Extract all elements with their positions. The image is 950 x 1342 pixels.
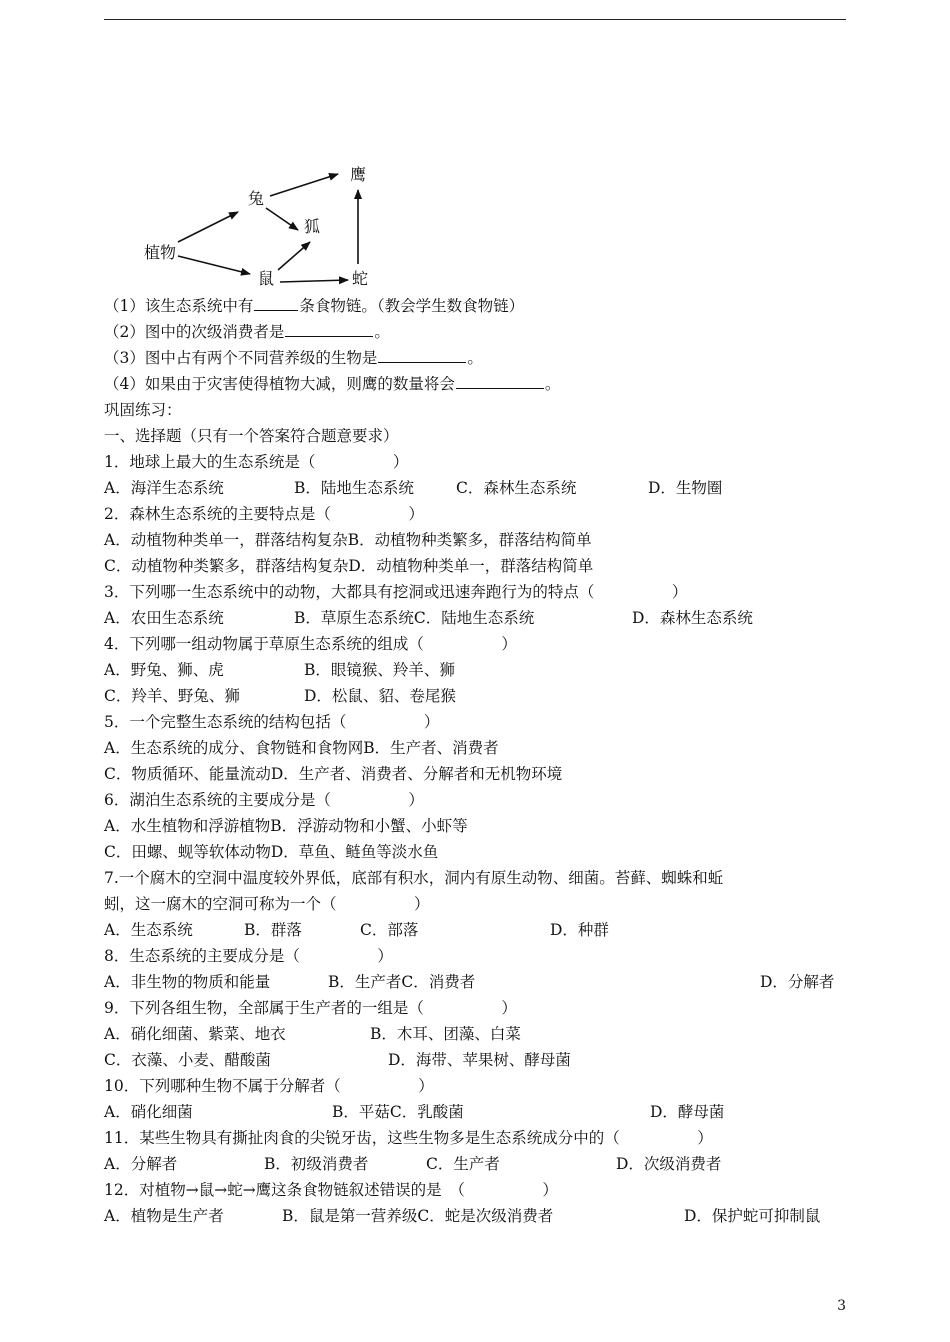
question-7-line-1: 7.一个腐木的空洞中温度较外界低，底部有积水，洞内有原生动物、细菌。苔藓、蜘蛛和蚯 bbox=[104, 869, 724, 887]
arrow-mouse-fox bbox=[278, 242, 310, 270]
food-web-diagram bbox=[140, 160, 385, 292]
intro-question-2: （2）图中的次级消费者是 。 bbox=[104, 319, 390, 345]
question-12-options bbox=[104, 1203, 846, 1229]
arrow-rabbit-fox bbox=[266, 208, 298, 230]
question-2-options-cd: C．动植物种类繁多，群落结构复杂D．动植物种类单一，群落结构简单 bbox=[104, 557, 594, 575]
question-3: 3．下列哪一生态系统中的动物，大都具有挖洞或迅速奔跑行为的特点（ ） bbox=[104, 583, 688, 601]
question-5: 5．一个完整生态系统的结构包括（ ） bbox=[104, 713, 440, 731]
question-2: 2．森林生态系统的主要特点是（ ） bbox=[104, 505, 424, 523]
node-plant: 植物 bbox=[144, 243, 177, 262]
option-a: A．硝化细菌 bbox=[104, 1103, 193, 1121]
option-d: D．种群 bbox=[550, 921, 609, 939]
intro-question-4: （4）如果由于灾害使得植物大减，则鹰的数量将会 。 bbox=[104, 371, 560, 397]
question-7-options bbox=[104, 917, 846, 943]
question-10: 10．下列哪种生物不属于分解者（ ） bbox=[104, 1077, 434, 1095]
question-9-options-ab bbox=[104, 1021, 846, 1047]
page-number: 3 bbox=[837, 1298, 846, 1314]
option-a: A．分解者 bbox=[104, 1155, 178, 1173]
option-bc: B．鼠是第一营养级C．蛇是次级消费者 bbox=[282, 1207, 554, 1225]
option-d: D．松鼠、貂、卷尾猴 bbox=[304, 687, 456, 705]
node-snake: 蛇 bbox=[352, 269, 369, 288]
option-b: B．陆地生态系统 bbox=[294, 479, 414, 497]
option-d: D．保护蛇可抑制鼠 bbox=[684, 1207, 821, 1225]
option-a: A．非生物的物质和能量 bbox=[104, 973, 271, 991]
header-rule bbox=[104, 19, 846, 20]
question-5-options-ab: A．生态系统的成分、食物链和食物网B．生产者、消费者 bbox=[104, 739, 499, 757]
answer-blank[interactable] bbox=[378, 346, 466, 363]
question-4: 4．下列哪一组动物属于草原生态系统的组成（ ） bbox=[104, 635, 517, 653]
section-heading-choice: 一、选择题（只有一个答案符合题意要求） bbox=[104, 427, 399, 445]
node-rabbit: 兔 bbox=[248, 189, 265, 208]
question-6-options-cd: C．田螺、蚬等软体动物D．草鱼、鲢鱼等淡水鱼 bbox=[104, 843, 439, 861]
option-b: B．眼镜猴、羚羊、狮 bbox=[304, 661, 455, 679]
option-d: D．分解者 bbox=[760, 973, 835, 991]
option-b: B．初级消费者 bbox=[264, 1155, 369, 1173]
question-12: 12．对植物→鼠→蛇→鹰这条食物链叙述错误的是 （ ） bbox=[104, 1181, 558, 1199]
question-1-options bbox=[104, 475, 846, 501]
option-c: C．衣藻、小麦、醋酸菌 bbox=[104, 1051, 271, 1069]
question-9-options-cd bbox=[104, 1047, 846, 1073]
option-a: A．硝化细菌、紫菜、地衣 bbox=[104, 1025, 286, 1043]
question-1: 1．地球上最大的生态系统是（ ） bbox=[104, 453, 409, 471]
answer-blank[interactable] bbox=[254, 294, 298, 311]
question-6-options-ab: A．水生植物和浮游植物B．浮游动物和小蟹、小虾等 bbox=[104, 817, 468, 835]
answer-blank[interactable] bbox=[285, 320, 373, 337]
question-7-line-2: 蚓，这一腐木的空洞可称为一个（ ） bbox=[104, 895, 430, 913]
option-a: A．海洋生态系统 bbox=[104, 479, 224, 497]
option-a: A．生态系统 bbox=[104, 921, 193, 939]
option-bc: B．生产者C．消费者 bbox=[328, 973, 476, 991]
node-fox: 狐 bbox=[304, 217, 321, 236]
arrow-plant-rabbit bbox=[178, 212, 238, 242]
intro-question-3: （3）图中占有两个不同营养级的生物是 。 bbox=[104, 345, 483, 371]
question-4-options-cd bbox=[104, 683, 846, 709]
arrow-mouse-snake bbox=[280, 280, 348, 282]
question-11-options bbox=[104, 1151, 846, 1177]
question-10-options bbox=[104, 1099, 846, 1125]
arrow-plant-mouse bbox=[178, 256, 250, 274]
question-9: 9．下列各组生物，全部属于生产者的一组是（ ） bbox=[104, 999, 517, 1017]
option-d: D．森林生态系统 bbox=[632, 609, 753, 627]
option-a: A．植物是生产者 bbox=[104, 1207, 224, 1225]
question-8: 8．生态系统的主要成分是（ ） bbox=[104, 947, 393, 965]
arrow-rabbit-eagle bbox=[270, 174, 338, 196]
option-d: D．海带、苹果树、酵母菌 bbox=[388, 1051, 571, 1069]
question-4-options-ab bbox=[104, 657, 846, 683]
answer-blank[interactable] bbox=[456, 372, 544, 389]
option-bc: B．草原生态系统C．陆地生态系统 bbox=[294, 609, 535, 627]
section-heading-practice: 巩固练习： bbox=[104, 401, 182, 419]
question-5-options-cd: C．物质循环、能量流动D．生产者、消费者、分解者和无机物环境 bbox=[104, 765, 563, 783]
option-a: A．农田生态系统 bbox=[104, 609, 224, 627]
option-b: B．群落 bbox=[244, 921, 302, 939]
option-c: C．森林生态系统 bbox=[456, 479, 577, 497]
intro-question-1: （1）该生态系统中有 条食物链。（教会学生数食物链） bbox=[104, 293, 524, 319]
option-d: D．生物圈 bbox=[648, 479, 723, 497]
option-c: C．生产者 bbox=[426, 1155, 500, 1173]
option-c: C．羚羊、野兔、狮 bbox=[104, 687, 240, 705]
node-eagle: 鹰 bbox=[350, 165, 367, 184]
question-11: 11．某些生物具有撕扯肉食的尖锐牙齿，这些生物多是生态系统成分中的（ ） bbox=[104, 1129, 713, 1147]
node-mouse: 鼠 bbox=[258, 269, 275, 288]
question-3-options bbox=[104, 605, 846, 631]
question-8-options bbox=[104, 969, 846, 995]
option-b: B．木耳、团藻、白菜 bbox=[370, 1025, 521, 1043]
question-2-options-ab: A．动植物种类单一，群落结构复杂B．动植物种类繁多，群落结构简单 bbox=[104, 531, 592, 549]
option-bc: B．平菇C．乳酸菌 bbox=[332, 1103, 464, 1121]
option-c: C．部落 bbox=[360, 921, 419, 939]
option-d: D．酵母菌 bbox=[650, 1103, 725, 1121]
option-d: D．次级消费者 bbox=[616, 1155, 722, 1173]
option-a: A．野兔、狮、虎 bbox=[104, 661, 224, 679]
question-6: 6．湖泊生态系统的主要成分是（ ） bbox=[104, 791, 424, 809]
